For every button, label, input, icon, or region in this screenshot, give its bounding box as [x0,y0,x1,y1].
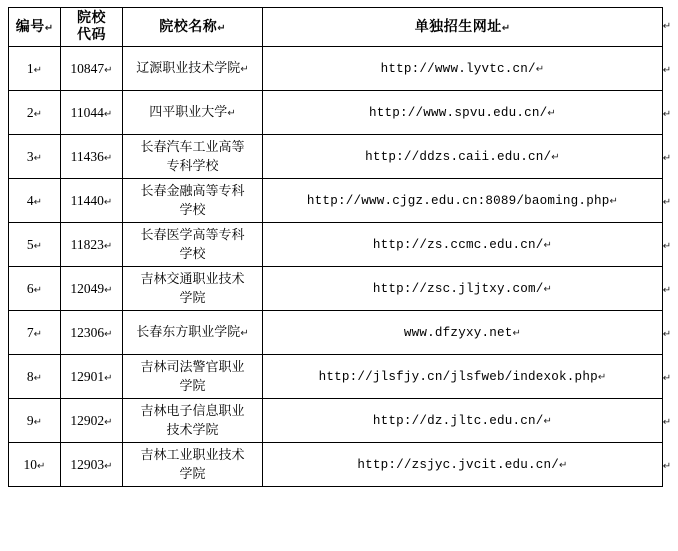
cell-no [9,47,61,91]
header-label-name: 院校名称 [159,18,218,35]
paragraph-mark-icon: ↵ [551,151,560,163]
paragraph-mark-icon: ↵ [104,416,113,428]
paragraph-mark-icon: ↵ [535,63,545,75]
paragraph-mark-icon: ↵ [33,240,43,252]
row-no-value: 5 [26,236,34,252]
row-code-value: 11436 [70,148,104,164]
paragraph-mark-icon: ↵ [103,240,113,252]
table-row [9,135,663,179]
cell-url[interactable] [263,443,663,487]
paragraph-mark-icon: ↵ [240,63,249,75]
paragraph-mark-icon: ↵ [44,22,54,34]
cell-code [61,399,123,443]
cell-no [9,355,61,399]
paragraph-mark-icon: ↵ [33,284,43,296]
row-name-line1: 吉林司法警官职业 [140,359,245,375]
row-url-value[interactable]: http://www.spvu.edu.cn/ [368,105,548,120]
cell-no [9,399,61,443]
row-url-value[interactable]: www.dfzyxy.net [403,325,513,340]
row-url-value[interactable]: http://ddzs.caii.edu.cn/ [365,149,552,164]
cell-name [123,223,263,267]
row-url-value[interactable]: http://www.lyvtc.cn/ [380,61,536,76]
cell-no [9,267,61,311]
cell-url[interactable] [263,179,663,223]
row-name-line1: 吉林交通职业技术 [140,271,245,287]
paragraph-mark-icon: ↵ [33,108,43,120]
paragraph-mark-icon: ↵ [217,22,226,34]
cell-no [9,179,61,223]
table-row [9,179,663,223]
row-name-line2: 学校 [179,246,206,262]
row-no-value: 8 [26,368,34,384]
header-cell-code [61,8,123,47]
cell-code [61,311,123,355]
row-no-value: 10 [23,456,38,472]
cell-name [123,443,263,487]
row-code-value: 12901 [70,368,105,384]
row-no-value: 4 [26,192,34,208]
admission-websites-table [8,7,663,487]
row-no-value: 3 [26,148,34,164]
paragraph-mark-icon: ↵ [33,372,43,384]
paragraph-mark-icon: ↵ [103,108,113,120]
table-row [9,355,663,399]
row-name-line1: 四平职业大学 [149,104,228,120]
cell-code [61,91,123,135]
cell-url[interactable] [263,399,663,443]
row-name-line1: 长春金融高等专科 [140,183,245,199]
cell-name [123,399,263,443]
cell-url[interactable] [263,223,663,267]
row-name-line1: 长春医学高等专科 [140,227,245,243]
cell-name [123,355,263,399]
paragraph-mark-icon: ↵ [103,196,113,208]
row-name-line1: 长春东方职业学院 [136,324,241,340]
paragraph-mark-icon: ↵ [103,152,113,164]
row-name-line1: 吉林电子信息职业 [140,403,245,419]
paragraph-mark-icon: ↵ [227,107,236,119]
row-name-line2: 专科学校 [166,158,219,174]
row-code-value: 12903 [70,456,105,472]
header-label-code-line1: 院校 [77,10,106,26]
table-row [9,399,663,443]
row-url-value[interactable]: http://zsc.jljtxy.com/ [372,281,544,296]
cell-no [9,91,61,135]
paragraph-mark-icon: ↵ [104,460,113,472]
paragraph-mark-icon: ↵ [104,64,113,76]
row-code-value: 10847 [70,60,105,76]
table-body [9,47,663,487]
table-row [9,311,663,355]
cell-code [61,267,123,311]
row-no-value: 2 [26,104,34,120]
cell-url[interactable] [263,267,663,311]
paragraph-mark-icon: ↵ [37,460,46,472]
cell-code [61,223,123,267]
cell-code [61,355,123,399]
row-code-value: 11044 [70,104,104,120]
table-header-row [9,8,663,47]
row-name-line2: 学院 [179,290,206,306]
paragraph-mark-icon: ↵ [104,372,113,384]
row-url-value[interactable]: http://zs.ccmc.edu.cn/ [372,237,544,252]
cell-no [9,135,61,179]
row-name-line1: 吉林工业职业技术 [140,447,245,463]
cell-url[interactable] [263,91,663,135]
table-row [9,223,663,267]
paragraph-mark-icon: ↵ [104,328,113,340]
paragraph-mark-icon: ↵ [609,195,619,207]
cell-name [123,135,263,179]
row-code-value: 12306 [70,324,105,340]
paragraph-mark-icon: ↵ [33,64,43,76]
paragraph-mark-icon: ↵ [512,327,522,339]
document-page [0,7,678,551]
row-url-value[interactable]: http://dz.jltc.edu.cn/ [372,413,544,428]
cell-code [61,179,123,223]
paragraph-mark-icon: ↵ [33,328,43,340]
header-label-url: 单独招生网址 [414,18,502,35]
row-name-line1: 长春汽车工业高等 [140,139,245,155]
row-no-value: 7 [26,324,34,340]
outside-paragraph-marks: ↵ ↵ ↵ ↵ ↵ ↵ ↵ ↵ ↵ ↵ ↵ [662,21,672,472]
paragraph-mark-icon: ↵ [547,107,557,119]
paragraph-mark-icon: ↵ [33,196,43,208]
row-code-value: 11440 [70,192,104,208]
table-row [9,443,663,487]
cell-code [61,47,123,91]
header-label-code-line2: 代码 [77,27,106,43]
header-label-no: 编号 [15,18,45,35]
row-name-line2: 学院 [179,466,206,482]
header-cell-no [9,8,61,47]
cell-no [9,223,61,267]
row-url-value[interactable]: http://zsjyc.jvcit.edu.cn/ [357,457,560,472]
row-name-line2: 学校 [179,202,206,218]
cell-no [9,443,61,487]
table-row [9,267,663,311]
paragraph-mark-icon: ↵ [33,152,43,164]
header-cell-name [123,8,263,47]
cell-name [123,47,263,91]
paragraph-mark-icon: ↵ [543,239,553,251]
cell-code [61,443,123,487]
cell-name [123,311,263,355]
paragraph-mark-icon: ↵ [597,371,607,383]
row-name-line2: 学院 [179,378,206,394]
row-url-value[interactable]: http://www.cjgz.edu.cn:8089/baoming.php [306,193,610,208]
cell-no [9,311,61,355]
cell-name [123,179,263,223]
cell-name [123,91,263,135]
paragraph-mark-icon: ↵ [240,327,249,339]
row-no-value: 6 [26,280,34,296]
row-name-line2: 技术学院 [166,422,219,438]
paragraph-mark-icon: ↵ [104,284,113,296]
cell-code [61,135,123,179]
row-code-value: 11823 [70,236,104,252]
row-code-value: 12902 [70,412,105,428]
cell-url[interactable] [263,355,663,399]
row-no-value: 9 [26,412,34,428]
row-url-value[interactable]: http://jlsfjy.cn/jlsfweb/indexok.php [318,369,598,384]
table-row [9,91,663,135]
cell-url[interactable] [263,311,663,355]
cell-url[interactable] [263,135,663,179]
row-no-value: 1 [26,60,34,76]
table-row [9,47,663,91]
table-header [9,8,663,47]
header-cell-url [263,8,663,47]
cell-url[interactable] [263,47,663,91]
paragraph-mark-icon: ↵ [543,283,553,295]
paragraph-mark-icon: ↵ [33,416,43,428]
paragraph-mark-icon: ↵ [559,459,568,471]
row-code-value: 12049 [70,280,105,296]
row-name-line1: 辽源职业技术学院 [136,60,241,76]
paragraph-mark-icon: ↵ [543,415,553,427]
paragraph-mark-icon: ↵ [501,22,511,34]
cell-name [123,267,263,311]
